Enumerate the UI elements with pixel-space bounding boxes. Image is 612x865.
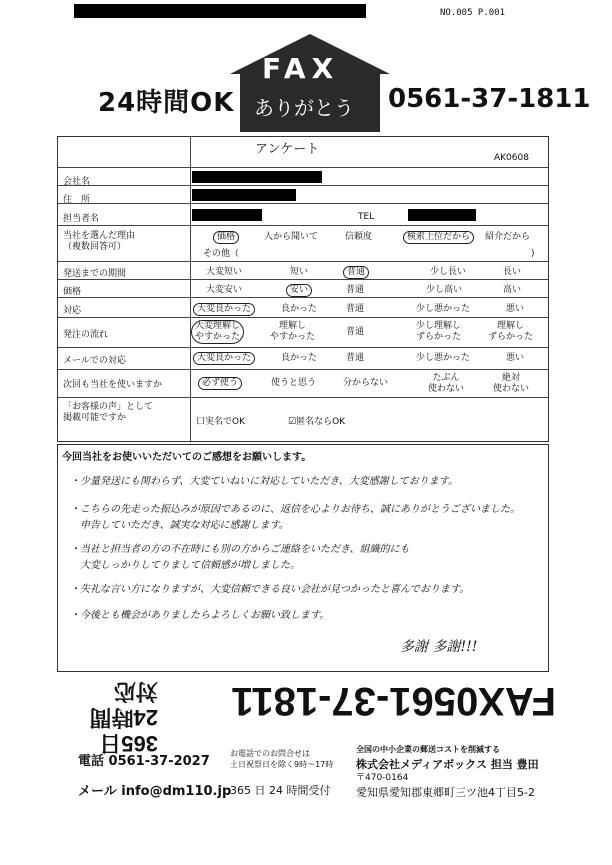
label-next: 次回も当社を使いますか [63,380,163,390]
voice-opt-realname[interactable]: 口実名でOK [196,417,245,427]
price-opt-5[interactable]: 高い [503,285,522,295]
label-person: 担当者名 [63,214,100,224]
label-company: 会社名 [63,177,91,187]
footer-tagline: 全国の中小企業の郵送コストを削減する [356,745,500,754]
mail-opt-2[interactable]: 良かった [281,353,318,363]
comment-line: ・少量発送にも関わらず、大変ていねいに対応していただき、大変感謝しております。 [70,476,458,487]
comments-signoff: 多謝 多謝!!! [400,639,478,655]
redacted-person [192,209,262,221]
period-opt-2[interactable]: 短い [290,267,309,277]
price-opt-2[interactable]: 安い [286,284,312,297]
footer-company: 株式会社メディアボックス 担当 豊田 [356,758,539,771]
support-opt-5[interactable]: 悪い [506,304,525,314]
comments-title: 今回当社をお使いいただいてのご感想をお願いします。 [62,452,312,463]
reason-opt-intro[interactable]: 紹介だから [485,232,531,242]
footer-inquiry-hours: お電話でのお問合せは 土日祝祭日を除く9時〜17時 [230,749,334,769]
comment-line: 大変しっかりしてりまして信頼感が増しました。 [70,560,300,571]
support-opt-3[interactable]: 普通 [346,304,365,314]
comment-line: ・こちらの先走った振込みが原因であるのに、返信を心よりお待ち、誠にありがとうございました。 [70,504,520,515]
voice-opt-anonymous[interactable]: ☑匿名ならOK [288,417,346,427]
fax-page-number: NO.005 P.001 [440,8,506,18]
footer-postal: 〒470-0164 [356,773,409,783]
form-title: アンケート [255,142,320,157]
reason-opt-referral[interactable]: 人から聞いて [264,232,319,242]
flow-opt-5[interactable]: 理解し ずらかった [488,321,534,342]
comment-line: ・今後とも機会がありましたらよろしくお願い致します。 [70,610,330,621]
banner-thanks: ありがとう [254,96,354,120]
reason-other[interactable]: その他（ [203,249,240,259]
label-voice: 「お客様の声」として 掲載可能ですか [63,402,154,423]
mail-opt-3[interactable]: 普通 [346,353,365,363]
flow-opt-1[interactable]: 大変理解し やすかった [191,320,244,344]
reason-other-close: ) [531,249,535,259]
mail-opt-4[interactable]: 少し悪かった [416,353,471,363]
banner-fax-word: FAX [262,52,340,85]
survey-form [57,136,549,442]
mail-opt-1[interactable]: 大変良かった [193,352,255,365]
support-opt-2[interactable]: 良かった [281,304,318,314]
redacted-tel [408,209,476,221]
mirrored-24h: 365日 24時間 対応 [89,679,158,756]
price-opt-1[interactable]: 大変安い [206,285,243,295]
label-flow: 発注の流れ [63,330,109,340]
label-period: 発送までの期間 [63,269,127,279]
label-address: 住 所 [63,195,91,205]
redacted-company [192,171,322,183]
footer-phone: 電話 0561-37-2027 [78,754,210,769]
label-tel: TEL [358,212,375,222]
reason-opt-search[interactable]: 検索上位だから [403,231,474,244]
next-opt-1[interactable]: 必ず使う [198,377,242,390]
period-opt-3[interactable]: 普通 [343,266,369,279]
footer-email[interactable]: メール info@dm110.jp [78,784,232,799]
support-opt-1[interactable]: 大変良かった [193,303,255,316]
form-code: AK0608 [494,153,529,163]
period-opt-5[interactable]: 長い [503,267,522,277]
reason-opt-price[interactable]: 価格 [213,231,239,244]
label-reason: 当社を選んだ理由 （複数回答可） [63,231,136,252]
next-opt-2[interactable]: 使うと思う [271,378,317,388]
next-opt-4[interactable]: たぶん 使わない [428,373,465,394]
comment-line: ・当社と担当者の方の不在時にも別の方からご連絡をいただき、組織的にも [70,544,410,555]
label-support: 対応 [63,306,82,316]
label-mail: メールでの対応 [63,356,126,366]
next-opt-5[interactable]: 絶対 使わない [493,373,530,394]
banner-fax-number: 0561-37-1811 [388,84,591,114]
flow-opt-2[interactable]: 理解し やすかった [270,321,316,342]
footer-365: 365 日 24 時間受付 [230,784,331,797]
label-price: 価格 [63,287,82,297]
reason-opt-trust[interactable]: 信頼度 [345,232,373,242]
period-opt-1[interactable]: 大変短い [206,267,243,277]
period-opt-4[interactable]: 少し長い [430,267,467,277]
support-opt-4[interactable]: 少し悪かった [416,304,471,314]
mail-opt-5[interactable]: 悪い [506,353,525,363]
price-opt-3[interactable]: 普通 [346,285,365,295]
flow-opt-4[interactable]: 少し理解し ずらかった [416,321,462,342]
mirrored-fax-number: FAX0561-37-1811 [231,679,556,723]
redacted-address [192,189,296,201]
redacted-header-bar [74,4,366,18]
flow-opt-3[interactable]: 普通 [346,327,365,337]
comment-line: ・失礼な言い方になりますが、大変信頼できる良い会社が見つかったと喜んでおります。 [70,584,470,595]
price-opt-4[interactable]: 少し高い [426,285,463,295]
comment-line: 申告していただき、誠実な対応に感謝します。 [70,520,289,531]
footer-address: 愛知県愛知郡東郷町三ツ池4丁目5-2 [356,786,535,799]
next-opt-3[interactable]: 分からない [343,378,389,388]
banner-24h: 24時間OK [98,88,235,118]
